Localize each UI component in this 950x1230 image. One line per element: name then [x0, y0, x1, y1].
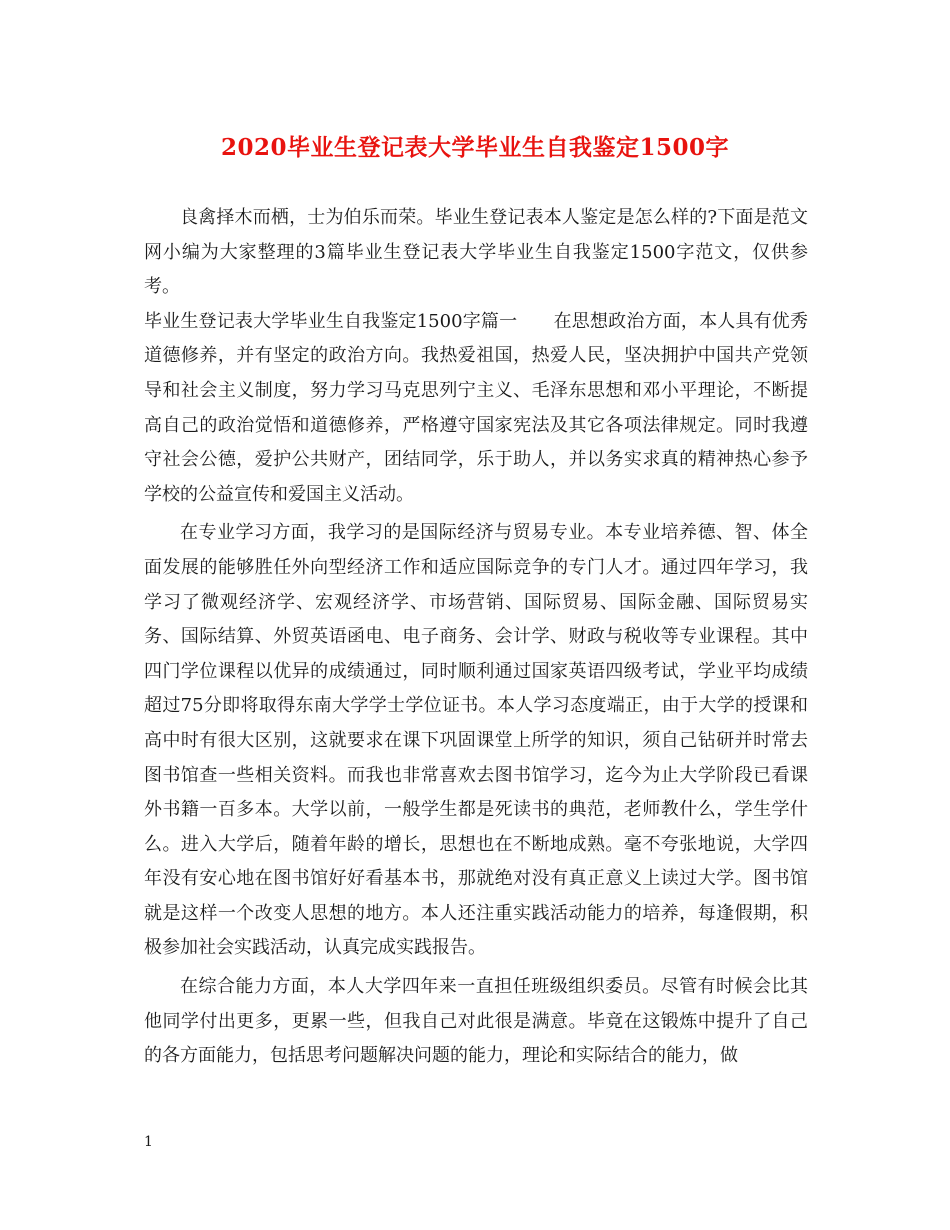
intro-paragraph: 良禽择木而栖，士为伯乐而荣。毕业生登记表本人鉴定是怎么样的?下面是范文网小编为大家整理的3篇毕业生登记表大学毕业生自我鉴定1500字范文，仅供参考。 [144, 207, 808, 298]
ability-paragraph: 在综合能力方面，本人大学四年来一直担任班级组织委员。尽管有时候会比其他同学付出更多，更累一些，但我自己对此很是满意。毕竟在这锻炼中提升了自己的各方面能力，包括思考问题解决问题的能力，理论和实际结合的能力，做 [144, 976, 808, 1067]
page-number: 1 [144, 1134, 153, 1150]
section-one-paragraph: 毕业生登记表大学毕业生自我鉴定1500字篇一 在思想政治方面，本人具有优秀道德修养，并有坚定的政治方向。我热爱祖国，热爱人民，坚决拥护中国共产党领导和社会主义制度，努力学习马克思列宁主义、毛泽东思想和邓小平理论，不断提高自己的政治觉悟和道德修养，严格遵守国家宪法及其它各项法律规定。同时我遵守社会公德，爱护公共财产，团结同学，乐于助人，并以务实求真的精神热心参予学校的公益宣传和爱国主义活动。 [144, 310, 808, 505]
document-body [144, 201, 808, 1074]
study-paragraph: 在专业学习方面，我学习的是国际经济与贸易专业。本专业培养德、智、体全面发展的能够胜任外向型经济工作和适应国际竞争的专门人才。通过四年学习，我学习了微观经济学、宏观经济学、市场营销、国际贸易、国际金融、国际贸易实务、国际结算、外贸英语函电、电子商务、会计学、财政与税收等专业课程。其中四门学位课程以优异的成绩通过，同时顺利通过国家英语四级考试，学业平均成绩超过75分即将取得东南大学学士学位证书。本人学习态度端正，由于大学的授课和高中时有很大区别，这就要求在课下巩固课堂上所学的知识，须自己钻研并时常去图书馆查一些相关资料。而我也非常喜欢去图书馆学习，迄今为止大学阶段已看课外书籍一百多本。大学以前，一般学生都是死读书的典范，老师教什么，学生学什么。进入大学后，随着年龄的增长，思想也在不断地成熟。毫不夸张地说，大学四年没有安心地在图书馆好好看基本书，那就绝对没有真正意义上读过大学。图书馆就是这样一个改变人思想的地方。本人还注重实践活动能力的培养，每逢假期，积极参加社会实践活动，认真完成实践报告。 [144, 522, 808, 959]
document-title: 2020毕业生登记表大学毕业生自我鉴定1500字 [220, 134, 730, 161]
